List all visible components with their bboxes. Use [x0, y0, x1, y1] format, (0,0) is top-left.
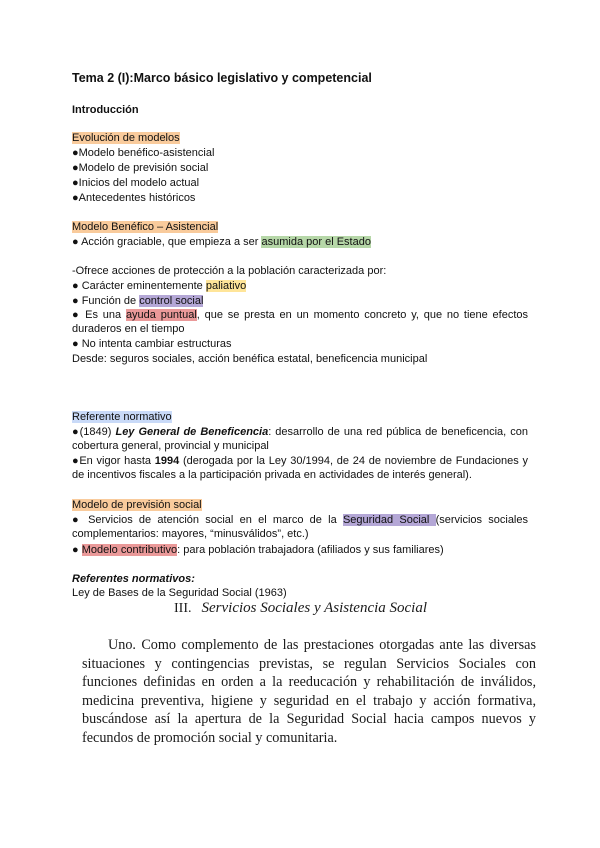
scan-body: Uno. Como complemento de las prestaciones otorgadas ante las diversas situaciones y contingencias previstas, se regulan Servicios Sociales con funciones definidas en orden a la reeducación y rehabilitación de inválidos, medicina preventiva, higiene y seguridad en el trabajo y acción formativa, buscándose así la apertura de la Seguridad Social hacia campos nuevos y fecundos de promoción social y comunitaria. [82, 637, 536, 746]
servicios-text: ● Servicios de atención social en el marco de la [72, 514, 343, 526]
funcion-highlight: control social [139, 295, 204, 307]
vigor-text: ●En vigor hasta [72, 455, 155, 467]
evolucion-item: ●Antecedentes históricos [72, 192, 196, 204]
vigor-description: (derogada por la Ley 30/1994, de 24 de noviembre de Fundaciones y de incentivos fiscales a la participación privada en actividades de interés general). [72, 455, 528, 481]
funcion-text: ● Función de [72, 295, 140, 307]
intro-heading: Introducción [72, 104, 139, 116]
modelo-highlight: Modelo contributivo [81, 544, 178, 556]
ley-name: Ley General de Beneficencia [115, 426, 269, 438]
modelo-text: : para población trabajadora (afiliados y sus familiares) [177, 544, 444, 556]
benefico-ayuda [72, 308, 528, 336]
benefico-caracter [72, 279, 246, 293]
benefico-funcion [72, 294, 203, 308]
prevision-heading [72, 498, 202, 512]
scan-heading-text: Servicios Sociales y Asistencia Social [201, 600, 428, 616]
scan-section-number: III. [174, 601, 192, 616]
vigor-year: 1994 [154, 455, 180, 467]
ley-bases: Ley de Bases de la Seguridad Social (1963) [72, 587, 287, 599]
benefico-heading-text: Modelo Benéfico – Asistencial [72, 221, 219, 233]
ley-year: ●(1849) [72, 426, 116, 438]
accion-text: ● Acción graciable, que empieza a ser [72, 236, 262, 248]
referente-heading [72, 410, 172, 424]
ayuda-text-post: , que se presta en un momento concreto y, que no tiene efectos duraderos en el tiempo [72, 309, 528, 335]
evolucion-item: ●Modelo de previsión social [72, 162, 209, 174]
referente-ley [72, 425, 528, 453]
servicios-text-post: (servicios sociales complementarios: mayores, “minusválidos”, etc.) [72, 514, 528, 540]
scan-heading [174, 600, 427, 617]
evolucion-item: ●Modelo benéfico-asistencial [72, 147, 215, 159]
prevision-heading-text: Modelo de previsión social [72, 499, 202, 511]
benefico-ofrece: -Ofrece acciones de protección a la población caracterizada por: [72, 265, 387, 277]
benefico-desde: Desde: seguros sociales, acción benéfica estatal, beneficencia municipal [72, 353, 428, 365]
referente-vigor [72, 454, 528, 482]
prevision-servicios [72, 513, 528, 541]
caracter-text: ● Carácter eminentemente [72, 280, 206, 292]
accion-highlight: asumida por el Estado [261, 236, 371, 248]
evolucion-item: ●Inicios del modelo actual [72, 177, 200, 189]
benefico-no-intenta: ● No intenta cambiar estructuras [72, 338, 232, 350]
ayuda-text: ● Es una [72, 309, 126, 321]
referente-heading-text: Referente normativo [72, 411, 172, 423]
evolucion-heading-text: Evolución de modelos [72, 132, 180, 144]
prevision-modelo [72, 543, 444, 557]
referentes-heading: Referentes normativos: [72, 573, 195, 585]
benefico-heading [72, 220, 218, 234]
modelo-bullet: ● [72, 544, 82, 556]
caracter-highlight: paliativo [205, 280, 247, 292]
benefico-accion [72, 235, 371, 249]
evolucion-heading [72, 131, 180, 145]
ayuda-highlight: ayuda puntual [125, 309, 197, 321]
ley-description: : desarrollo de una red pública de beneficencia, con cobertura general, provincial y municipal [72, 426, 528, 452]
servicios-highlight: Seguridad Social [342, 514, 436, 526]
page-title: Tema 2 (I):Marco básico legislativo y competencial [72, 71, 372, 85]
